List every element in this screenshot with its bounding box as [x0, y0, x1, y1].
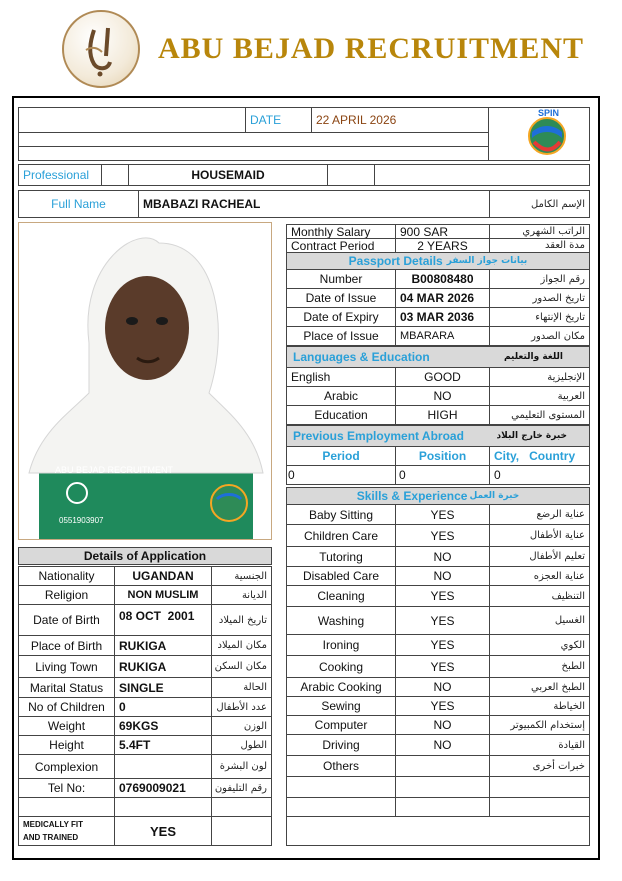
professional-label: Professional — [23, 168, 90, 182]
skills-band — [286, 487, 590, 505]
skill-ar: خبرات أخرى — [489, 755, 590, 777]
application-value — [114, 754, 212, 779]
lang-english-value: GOOD — [395, 367, 490, 387]
professional-blank-2 — [327, 164, 375, 186]
skill-ar: إستخدام الكمبيوتر — [489, 715, 590, 735]
education-value: HIGH — [395, 405, 490, 425]
top-blank-1 — [18, 107, 246, 133]
fullname-ar: الإسم الكامل — [489, 190, 590, 218]
skill-ar: الخياطة — [489, 696, 590, 716]
application-ar: رقم التليفون — [211, 778, 272, 798]
passport-expiry-value: 03 MAR 2036 — [395, 307, 490, 327]
skill-ar: الطبخ العربي — [489, 677, 590, 697]
application-label: Place of Birth — [18, 635, 115, 656]
application-label: No of Children — [18, 697, 115, 717]
employment-band — [286, 425, 590, 447]
blank-cell — [489, 776, 590, 798]
fullname-label: Full Name — [18, 190, 139, 218]
application-title: Details of Application — [83, 549, 207, 563]
salary-label: Monthly Salary — [286, 224, 396, 239]
professional-blank — [101, 164, 129, 186]
employment-header-period: Period — [286, 446, 396, 466]
application-ar: الوزن — [211, 716, 272, 736]
passport-issue-label: Date of Issue — [286, 288, 396, 308]
languages-title: Languages & Education — [293, 350, 430, 364]
application-ar: مكان السكن — [211, 655, 272, 678]
skill-label: Computer — [286, 715, 396, 735]
blank-cell — [395, 776, 490, 798]
lang-arabic-value: NO — [395, 386, 490, 406]
passport-number-value: B00808480 — [395, 269, 490, 289]
skill-label: Baby Sitting — [286, 504, 396, 525]
application-value: RUKIGA — [114, 635, 212, 656]
employment-title: Previous Employment Abroad — [293, 429, 464, 443]
passport-band — [286, 252, 590, 270]
skill-ar: القيادة — [489, 734, 590, 756]
passport-number-label: Number — [286, 269, 396, 289]
medical-value: YES — [114, 816, 212, 846]
skill-ar: الغسيل — [489, 606, 590, 635]
photo-shirt-number: 0551903907 — [59, 516, 104, 525]
fullname-value: MBABAZI RACHEAL — [138, 190, 490, 218]
application-value: NON MUSLIM — [114, 585, 212, 605]
employment-header-position: Position — [395, 446, 490, 466]
contract-ar: مدة العقد — [489, 238, 590, 253]
professional-value: HOUSEMAID — [128, 164, 328, 186]
passport-title-ar: بيانات جواز السفر — [446, 256, 528, 266]
employment-period: 0 — [286, 465, 396, 485]
salary-ar: الراتب الشهري — [489, 224, 590, 239]
blank-cell — [286, 797, 396, 817]
passport-title: Passport Details — [348, 254, 443, 268]
skills-title: Skills & Experience — [356, 489, 468, 503]
skill-value: NO — [395, 677, 490, 697]
skill-value: YES — [395, 606, 490, 635]
spin-logo — [514, 106, 580, 162]
skill-value: YES — [395, 634, 490, 656]
date-label: DATE — [245, 107, 312, 133]
application-label: Date of Birth — [18, 604, 115, 636]
application-label: Height — [18, 735, 115, 755]
application-label: Weight — [18, 716, 115, 736]
passport-expiry-label: Date of Expiry — [286, 307, 396, 327]
application-ar: عدد الأطفال — [211, 697, 272, 717]
contract-label: Contract Period — [286, 238, 396, 253]
employment-header-country: City, Country — [489, 446, 590, 466]
skill-label: Cleaning — [286, 585, 396, 607]
passport-place-ar: مكان الصدور — [489, 326, 590, 346]
languages-band — [286, 346, 590, 368]
blank-cell — [395, 797, 490, 817]
skill-ar: تعليم الأطفال — [489, 546, 590, 567]
education-label: Education — [286, 405, 396, 425]
lang-english-label: English — [286, 367, 396, 387]
application-value: SINGLE — [114, 677, 212, 698]
skill-ar: عناية العجزه — [489, 566, 590, 586]
application-ar: الطول — [211, 735, 272, 755]
company-logo — [62, 10, 140, 88]
blank-cell — [114, 797, 212, 817]
application-ar: تاريخ الميلاد — [211, 604, 272, 636]
application-value: 0 — [114, 697, 212, 717]
top-blank-2 — [18, 132, 489, 147]
languages-title-ar: اللغة والتعليم — [503, 352, 563, 362]
skill-label: Tutoring — [286, 546, 396, 567]
salary-value: 900 SAR — [395, 224, 490, 239]
skill-label: Driving — [286, 734, 396, 756]
skill-ar: عناية الأطفال — [489, 524, 590, 547]
application-value: UGANDAN — [114, 566, 212, 586]
applicant-photo — [18, 222, 272, 540]
passport-number-ar: رقم الجواز — [489, 269, 590, 289]
passport-place-label: Place of Issue — [286, 326, 396, 346]
skill-label: Washing — [286, 606, 396, 635]
lang-english-ar: الإنجليزية — [489, 367, 590, 387]
employment-title-ar: خبرة خارج البلاد — [496, 431, 567, 441]
skill-value: YES — [395, 585, 490, 607]
skill-ar: التنظيف — [489, 585, 590, 607]
application-ar: الجنسية — [211, 566, 272, 586]
skill-label: Arabic Cooking — [286, 677, 396, 697]
skill-ar: الكوي — [489, 634, 590, 656]
application-ar: لون البشرة — [211, 754, 272, 779]
skill-value: NO — [395, 566, 490, 586]
blank-cell — [18, 797, 115, 817]
photo-shirt-text: ABU BEJAD RECRUITMENT — [55, 465, 174, 475]
spin-logo-text: SPIN — [538, 108, 560, 118]
top-blank-3 — [18, 146, 489, 161]
application-value: 5.4FT — [114, 735, 212, 755]
skill-value: YES — [395, 504, 490, 525]
skill-value — [395, 755, 490, 777]
passport-issue-value: 04 MAR 2026 — [395, 288, 490, 308]
professional-label-cell — [18, 164, 102, 186]
application-value: 69KGS — [114, 716, 212, 736]
application-value: 08 OCT 2001 — [114, 604, 212, 636]
passport-expiry-ar: تاريخ الإنتهاء — [489, 307, 590, 327]
skill-ar: عناية الرضع — [489, 504, 590, 525]
skill-value: YES — [395, 655, 490, 678]
professional-blank-3 — [374, 164, 590, 186]
company-name: ABU BEJAD RECRUITMENT — [158, 32, 585, 65]
skill-value: NO — [395, 734, 490, 756]
date-value: 22 APRIL 2026 — [311, 107, 489, 133]
application-label: Tel No: — [18, 778, 115, 798]
skill-label: Children Care — [286, 524, 396, 547]
application-label: Marital Status — [18, 677, 115, 698]
blank-cell — [489, 797, 590, 817]
skill-label: Others — [286, 755, 396, 777]
application-value: RUKIGA — [114, 655, 212, 678]
skill-label: Disabled Care — [286, 566, 396, 586]
skill-value: YES — [395, 524, 490, 547]
application-label: Complexion — [18, 754, 115, 779]
contract-value: 2 YEARS — [395, 238, 490, 253]
application-ar: الحالة — [211, 677, 272, 698]
application-label: Religion — [18, 585, 115, 605]
education-ar: المستوى التعليمي — [489, 405, 590, 425]
skill-value: NO — [395, 546, 490, 567]
skill-ar: الطبخ — [489, 655, 590, 678]
skill-label: Sewing — [286, 696, 396, 716]
passport-issue-ar: تاريخ الصدور — [489, 288, 590, 308]
application-label: Nationality — [18, 566, 115, 586]
employment-country: 0 — [489, 465, 590, 485]
employment-position: 0 — [395, 465, 490, 485]
lang-arabic-ar: العربية — [489, 386, 590, 406]
application-band — [18, 547, 272, 565]
header — [0, 0, 622, 92]
application-ar: الديانة — [211, 585, 272, 605]
application-ar: مكان الميلاد — [211, 635, 272, 656]
medical-label: MEDICALLY FIT AND TRAINED — [18, 816, 115, 846]
skill-label: Ironing — [286, 634, 396, 656]
skills-title-ar: خبرة العمل — [469, 491, 520, 501]
skill-value: YES — [395, 696, 490, 716]
lang-arabic-label: Arabic — [286, 386, 396, 406]
passport-place-value: MBARARA — [395, 326, 490, 346]
blank-cell — [211, 797, 272, 817]
skill-label: Cooking — [286, 655, 396, 678]
medical-blank — [211, 816, 272, 846]
medical-right-blank — [286, 816, 590, 846]
skill-value: NO — [395, 715, 490, 735]
application-label: Living Town — [18, 655, 115, 678]
blank-cell — [286, 776, 396, 798]
application-value: 0769009021 — [114, 778, 212, 798]
